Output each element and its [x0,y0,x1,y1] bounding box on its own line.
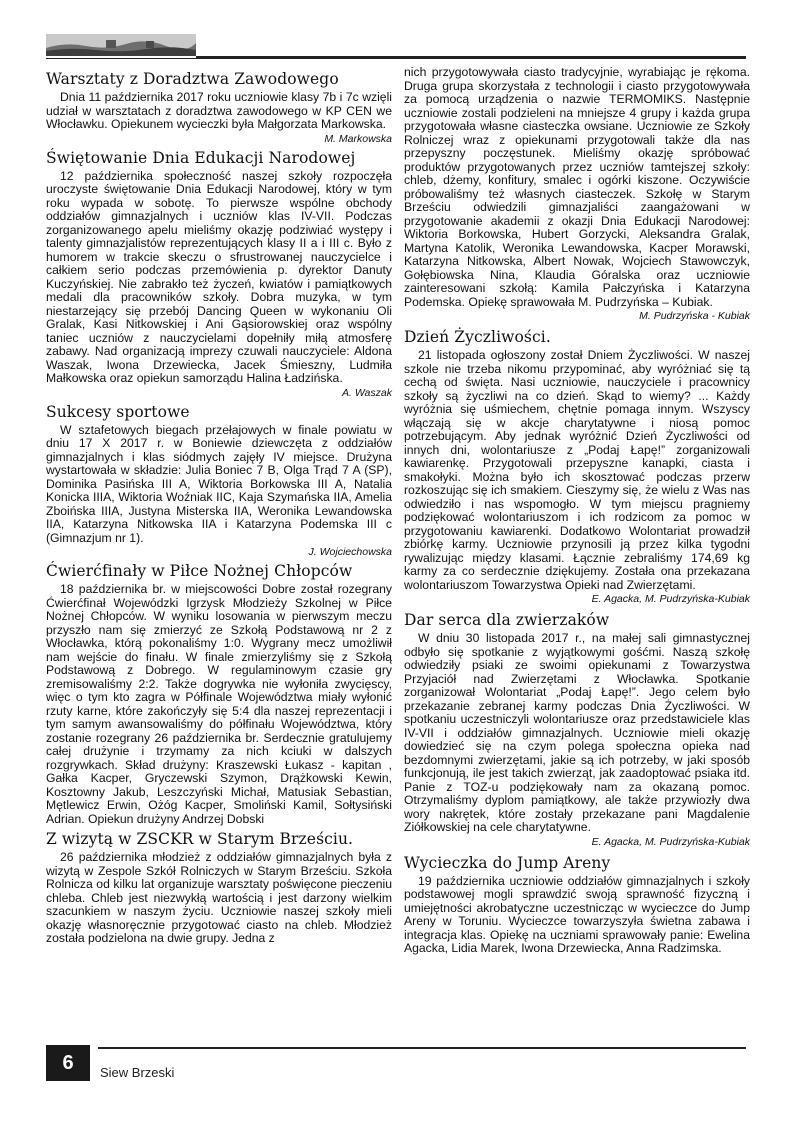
header-landscape-image [46,34,196,56]
article-text: nich przygotowywała ciasto tradycyjnie, wyrabiając je rękoma. Druga grupa skorzystała z technologii i ciasto przygotowywała za pomocą urządzenia o nazwie TERMOMIKS. Następnie uczniowie zostali podzieleni na mniejsze 4 grupy i każda grupa przygotowała własne ciasteczka owsiane. Uczniowie ze Szkoły Rolniczej wraz z opiekunami przygotowali także dla nas przepyszny poczęstunek. Mieliśmy okazję spróbować produktów przygotowanych przez uczniów tamtejszej szkoły: chleb, dżemy, konfitury, smalec i ogórki kiszone. Oczywiście próbowaliśmy też własnych ciasteczek. Szkołę w Starym Brześciu odwiedzili gimnazjaliści zaangażowani w przygotowanie akademii z okazji Dnia Edukacji Narodowej: Wiktoria Borkowska, Hubert Gorzycki, Aleksandra Gralak, Martyna Katolik, Weronika Lewandowska, Kacper Morawski, Katarzyna Nitkowska, Albert Nowak, Wojciech Stawowczyk, Gołębiowska Nina, Klaudia Góralska oraz uczniowie zainteresowani szkołą: Kamila Pałczyńska i Katarzyna Podemska. Opiekę sprawowała M. Pudrzyńska – Kubiak. [404,65,750,309]
article-signature: M. Pudrzyńska - Kubiak [639,310,750,322]
left-column [46,66,392,946]
right-column [404,66,750,956]
landscape-icon [46,34,196,56]
article [46,70,392,145]
publication-name: Siew Brzeski [100,1065,175,1080]
article-title: Dzień Życzliwości. [404,328,551,346]
article-title: Świętowanie Dnia Edukacji Narodowej [46,148,356,167]
article-text: 26 października młodzież z oddziałów gimnazjalnych była z wizytą w Zespole Szkół Rolniczych w Starym Brześciu. Szkoła Rolnicza od kilku lat organizuje warsztaty poświęcone pieczeniu chleba. Chleb jest niezwykłą wartością i jest darzony wielkim szacunkiem w naszym życiu. Uczniowie naszej szkoły mieli okazję własnoręcznie przygotować ciasto na chleb. Młodzież została podzielona na dwie grupy. Jedna z [46,850,392,945]
header-rule [196,56,746,59]
article-title: Dar serca dla zwierzaków [404,611,610,629]
article-text: 21 listopada ogłoszony został Dniem Życzliwości. W naszej szkole nie trzeba nikomu przypominać, aby wyróżniać się tą cechą od święta. Nasi uczniowie, nauczyciele i pracownicy szkoły są życzliwi na co dzień. Skąd to wiemy? ... Każdy wyróżnia się uśmiechem, chętnie pomaga innym. Wszyscy włączają się w akcje charytatywne i niosą pomoc potrzebującym. Aby jednak wyróżnić Dzień Życzliwości od innych dni, wolontariusze z „Podaj Łapę!” zorganizowali kawiarenkę. Przygotowali przepyszne kanapki, ciasta i smakołyki. Można było ich skosztować podczas przerw rozkoszując się ich smakiem. Cieszymy się, że wielu z Was nas odwiedziło i nas wspomogło. W tym miejscu pragniemy podziękować wolontariuszom i ich rodzicom za pomoc w przygotowaniu kawiarenki. Dodatkowo Wolontariat prowadził zbiórkę karmy. Uczniowie przynosili ją przez kilka tygodni rywalizując między klasami. Łącznie zebraliśmy 174,69 kg karmy za co serdecznie dziękujemy. Została ona przekazana wolontariuszom Towarzystwa Opieki nad Zwierzętami. [404,348,750,592]
article-columns [46,66,750,1066]
article [404,854,750,956]
page-footer [46,1045,746,1083]
article-signature: E. Agacka, M. Pudrzyńska-Kubiak [591,593,750,605]
article-title: Warsztaty z Doradztwa Zawodowego [46,70,339,88]
article-title: Sukcesy sportowe [46,402,190,421]
article-text: 19 października uczniowie oddziałów gimnazjalnych i szkoły podstawowej mogli sprawdzić swoją sprawność fizyczną i umiejętności akrobatyczne uczestnicząc w wycieczce do Jump Areny w Toruniu. Wycieczce towarzyszyła świetna zabawa i integracja klas. Opiekę na uczniami sprawowały panie: Ewelina Agacka, Lidia Marek, Iwona Drzewiecka, Anna Radzimska. [404,873,750,955]
page-number: 6 [46,1045,90,1081]
article-signature: A. Waszak [342,386,392,399]
page-header [46,34,746,60]
article-signature: J. Wojciechowska [308,546,392,558]
article-text: 18 października br. w miejscowości Dobre został rozegrany Ćwierćfinał Wojewódzki Igrzysk Młodzieży Szkolnej w Piłce Nożnej Chłopców. W wyniku losowania w pierwszym meczu przyszło nam się zmierzyć ze Szkołą Podstawową nr 2 z Włocławka, którą pokonaliśmy 1:0. Wygrany mecz umożliwił nam wejście do finału. W finale zmierzyliśmy się z Szkołą Podstawową z Dobrego. W regulaminowym czasie gry zremisowaliśmy 2:2. Także dogrywka nie wyłoniła zwycięscy, więc o tym kto zagra w Półfinale Województwa miały wyłonić rzuty karne, które zakończyły się 5:4 dla naszej reprezentacji i tym samym awansowaliśmy do półfinału Województwa, który zostanie rozegrany 26 października br. Serdecznie gratulujemy całej drużynie i trzymamy za nich kciuki w dalszych rozgrywkach. Skład drużyny: Kraszewski Łukasz - kapitan , Gałka Kacper, Gryczewski Szymon, Drążkowski Kewin, Kosztowny Jakub, Leszczyński Michał, Matusiak Sebastian, Mętlewicz Erwin, Ożóg Kacper, Smoliński Kamil, Sołtysiński Adrian. Opiekun drużyny Andrzej Dobski [46,582,392,826]
article [404,611,750,848]
article-title: Wycieczka do Jump Areny [404,853,611,872]
article-signature: M. Markowska [324,132,392,145]
article [404,328,750,605]
article-text: Dnia 11 października 2017 roku uczniowie klasy 7b i 7c wzięli udział w warsztatach z doradztwa zawodowego w KP CEN we Włocławku. Opiekunem wycieczki była Małgorzata Markowska. [46,90,392,131]
article [404,66,750,322]
article-signature: E. Agacka, M. Pudrzyńska-Kubiak [591,835,750,848]
header-divider [46,58,196,59]
footer-rule [98,1047,746,1049]
article-text: W sztafetowych biegach przełajowych w finale powiatu w dniu 17 X 2017 r. w Boniewie dziewczęta z oddziałów gimnazjalnych i klas siódmych zajęły IV miejsce. Drużyna wystartowała w składzie: Julia Boniec 7 B, Olga Trąd 7 A (SP), Dominika Pasińska III A, Wiktoria Borkowska III A, Natalia Konicka IIIA, Wiktoria Woźniak IIC, Kaja Szymańska IIA, Amelia Zboińska IIIA, Justyna Misterska IIA, Weronika Lewandowska IIA, Katarzyna Nitkowska IIA i Katarzyna Podemska III c (Gimnazjum nr 1). [46,422,392,545]
article-title: Ćwierćfinały w Piłce Nożnej Chłopców [46,562,353,580]
article-text: W dniu 30 listopada 2017 r., na małej sali gimnastycznej odbyło się spotkanie z wyjątkowymi gośćmi. Naszą szkołę odwiedziły psiaki ze swoimi opiekunami z Towarzystwa Przyjaciół nad Zwierzętami z Włocławka. Spotkanie zorganizował Wolontariat „Podaj Łapę!”. Jego celem było przekazanie zebranej karmy podczas Dnia Życzliwości. W spotkaniu uczestniczyli wolontariusze oraz przedstawiciele klas IV-VII i oddziałów gimnazjalnych. Uczniowie mieli okazję dowiedzieć się na czym polega społeczna opieka nad bezdomnymi zwierzętami, jakie są ich potrzeby, w jaki sposób funkcjonują, ile jest takich zwierząt, jak zaadoptować psiaka itd. Panie z TOZ-u podziękowały nam za okazaną pomoc. Otrzymaliśmy dyplom pamiątkowy, ale także przywiozły dwa wory nakrętek, które zostały przekazane pani Magdalenie Ziółkowskiej na cele charytatywne. [404,631,750,834]
article-text: 12 października społeczność naszej szkoły rozpoczęła uroczyste świętowanie Dnia Edukacji Narodowej, który w tym roku wypada w sobotę. To pierwsze wspólne obchody oddziałów gimnazjalnych i uczniów klas IV-VII. Podczas zorganizowanego apelu mieliśmy okazję podziwiać występy i talenty gimnazjalistów reprezentujących klasy II a i III c. Było z humorem w trakcie skeczu o sfrustrowanej nauczycielce i całkiem serio podczas przemówienia p. dyrektor Danuty Kuczyńskiej. Nie zabrakło też życzeń, kwiatów i pamiątkowych medali dla pracowników szkoły. Dobra muzyka, w tym niestarzejący się przebój Dancing Queen w wykonaniu Oli Gralak, Kasi Nitkowskiej i Ani Gąsiorowskiej oraz wspólny taniec uczniów z nauczycielami dopełniły miłą atmosferę zabawy. Nad organizacją imprezy czuwali nauczyciele: Aldona Waszak, Iwona Drzewiecka, Jacek Śmieszny, Ludmiła Małkowska oraz opiekun samorządu Halina Ładzińska. [46,168,392,385]
article-title: Z wizytą w ZSCKR w Starym Brześciu. [46,830,354,848]
article [46,562,392,826]
article [46,149,392,399]
article [46,830,392,946]
article [46,403,392,559]
